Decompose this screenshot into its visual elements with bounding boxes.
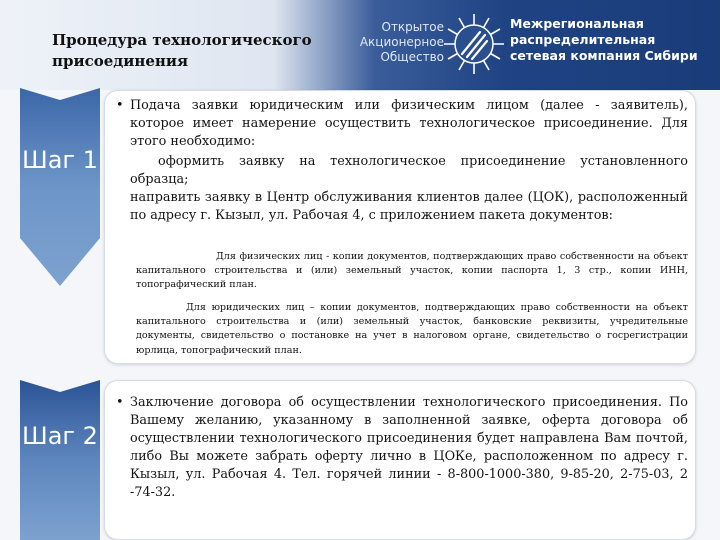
step-chevron-shape bbox=[20, 380, 100, 540]
org-name: Открытое Акционерное Общество bbox=[359, 20, 444, 64]
step-1-sub-item: направить заявку в Центр обслуживания клиентов далее (ЦОК), расположенный по адресу г. Кызыл, ул. Рабочая 4, с приложением пакета документов: bbox=[130, 190, 688, 223]
header-banner bbox=[0, 0, 720, 90]
step-2-label: Шаг 2 bbox=[22, 422, 98, 450]
step-2-marker bbox=[20, 380, 100, 540]
step-chevron-shape bbox=[20, 88, 100, 288]
step-1-text: Подача заявки юридическим или физическим лицом (далее - заявитель), которое имеет намерение осуществить технологическое присоединение. Для этого необходимо: bbox=[130, 98, 688, 149]
company-logo-icon bbox=[440, 10, 508, 78]
step-1-marker bbox=[20, 88, 100, 288]
step-2-text: Заключение договора об осуществлении технологического присоединения. По Вашему желанию, указанному в заполненной заявке, оферта договора об осуществлении технологического присоединения будет направлена Вам почтой, либо Вы можете забрать оферту лично в ЦОКе, расположенном по адресу г. Кызыл, ул. Рабочая 4. Тел. горячей линии - 8-800-1000-380, 9-85-20, 2-75-03, 2 -74-32. bbox=[130, 395, 688, 500]
step-2-description bbox=[116, 394, 688, 502]
step-1-label: Шаг 1 bbox=[22, 146, 98, 174]
step-1-note-legal: Для юридических лиц – копии документов, подтверждающих право собственности на объект капитального строительства и (или) земельный участок, банковские реквизиты, учредительные документы, свидетельство о постановке на учет в налоговом органе, свидетельство о госрегистрации юрлица, топографический план. bbox=[136, 302, 688, 356]
step-1-sub-item: оформить заявку на технологическое присоединение установленного образца; bbox=[130, 154, 688, 187]
bullet-icon: • bbox=[116, 395, 124, 410]
step-1-description bbox=[116, 97, 688, 151]
step-1-note-physical: Для физических лиц - копии документов, подтверждающих право собственности на объект капитального строительства и (или) земельный участок, копии паспорта 1, 3 стр., копии ИНН, топографический план. bbox=[136, 251, 688, 291]
bullet-icon: • bbox=[116, 98, 124, 113]
page-title: Процедура технологического присоединения bbox=[52, 31, 312, 70]
company-name: Межрегиональная распределительная сетевая компания Сибири bbox=[510, 16, 698, 63]
